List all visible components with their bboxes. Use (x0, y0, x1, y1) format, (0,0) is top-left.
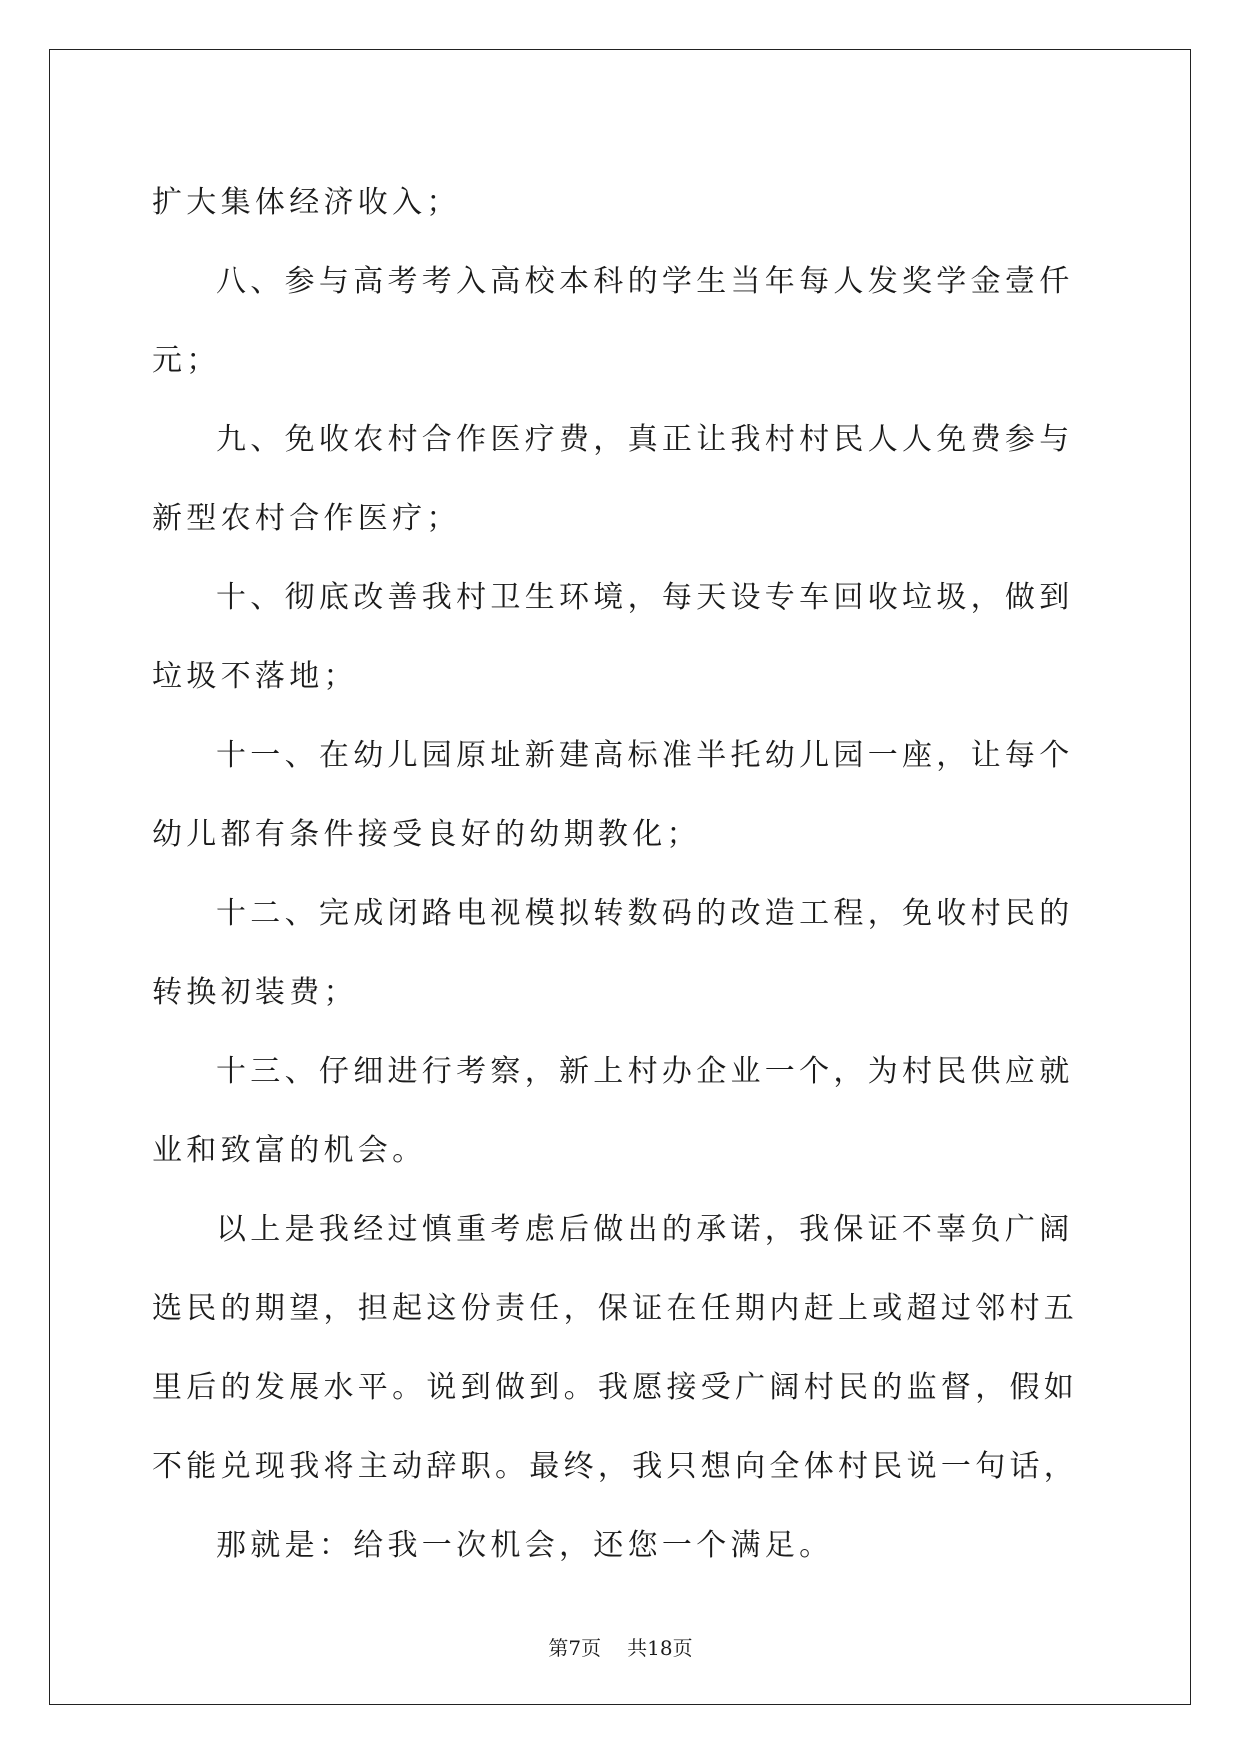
paragraph: 十、彻底改善我村卫生环境，每天设专车回收垃圾，做到垃圾不落地； (152, 580, 1074, 694)
paragraph: 十三、仔细进行考察，新上村办企业一个，为村民供应就业和致富的机会。 (152, 1054, 1074, 1168)
document-body (152, 163, 1090, 1585)
paragraph: 八、参与高考考入高校本科的学生当年每人发奖学金壹仟元； (152, 264, 1074, 378)
paragraph: 十一、在幼儿园原址新建高标准半托幼儿园一座，让每个幼儿都有条件接受良好的幼期教化； (152, 738, 1074, 852)
paragraph: 扩大集体经济收入； (152, 185, 461, 220)
page-footer (0, 1632, 1241, 1661)
paragraph: 九、免收农村合作医疗费，真正让我村村民人人免费参与新型农村合作医疗； (152, 422, 1074, 536)
paragraph: 十二、完成闭路电视模拟转数码的改造工程，免收村民的转换初装费； (152, 896, 1074, 1010)
page-number: 第7页 (548, 1636, 602, 1660)
page-total: 共18页 (627, 1636, 693, 1660)
paragraph: 那就是：给我一次机会，还您一个满足。 (216, 1528, 834, 1563)
paragraph: 以上是我经过慎重考虑后做出的承诺，我保证不辜负广阔选民的期望，担起这份责任，保证在任期内赶上或超过邻村五里后的发展水平。说到做到。我愿接受广阔村民的监督，假如不能兑现我将主动辞职。最终，我只想向全体村民说一句话， (152, 1212, 1079, 1484)
